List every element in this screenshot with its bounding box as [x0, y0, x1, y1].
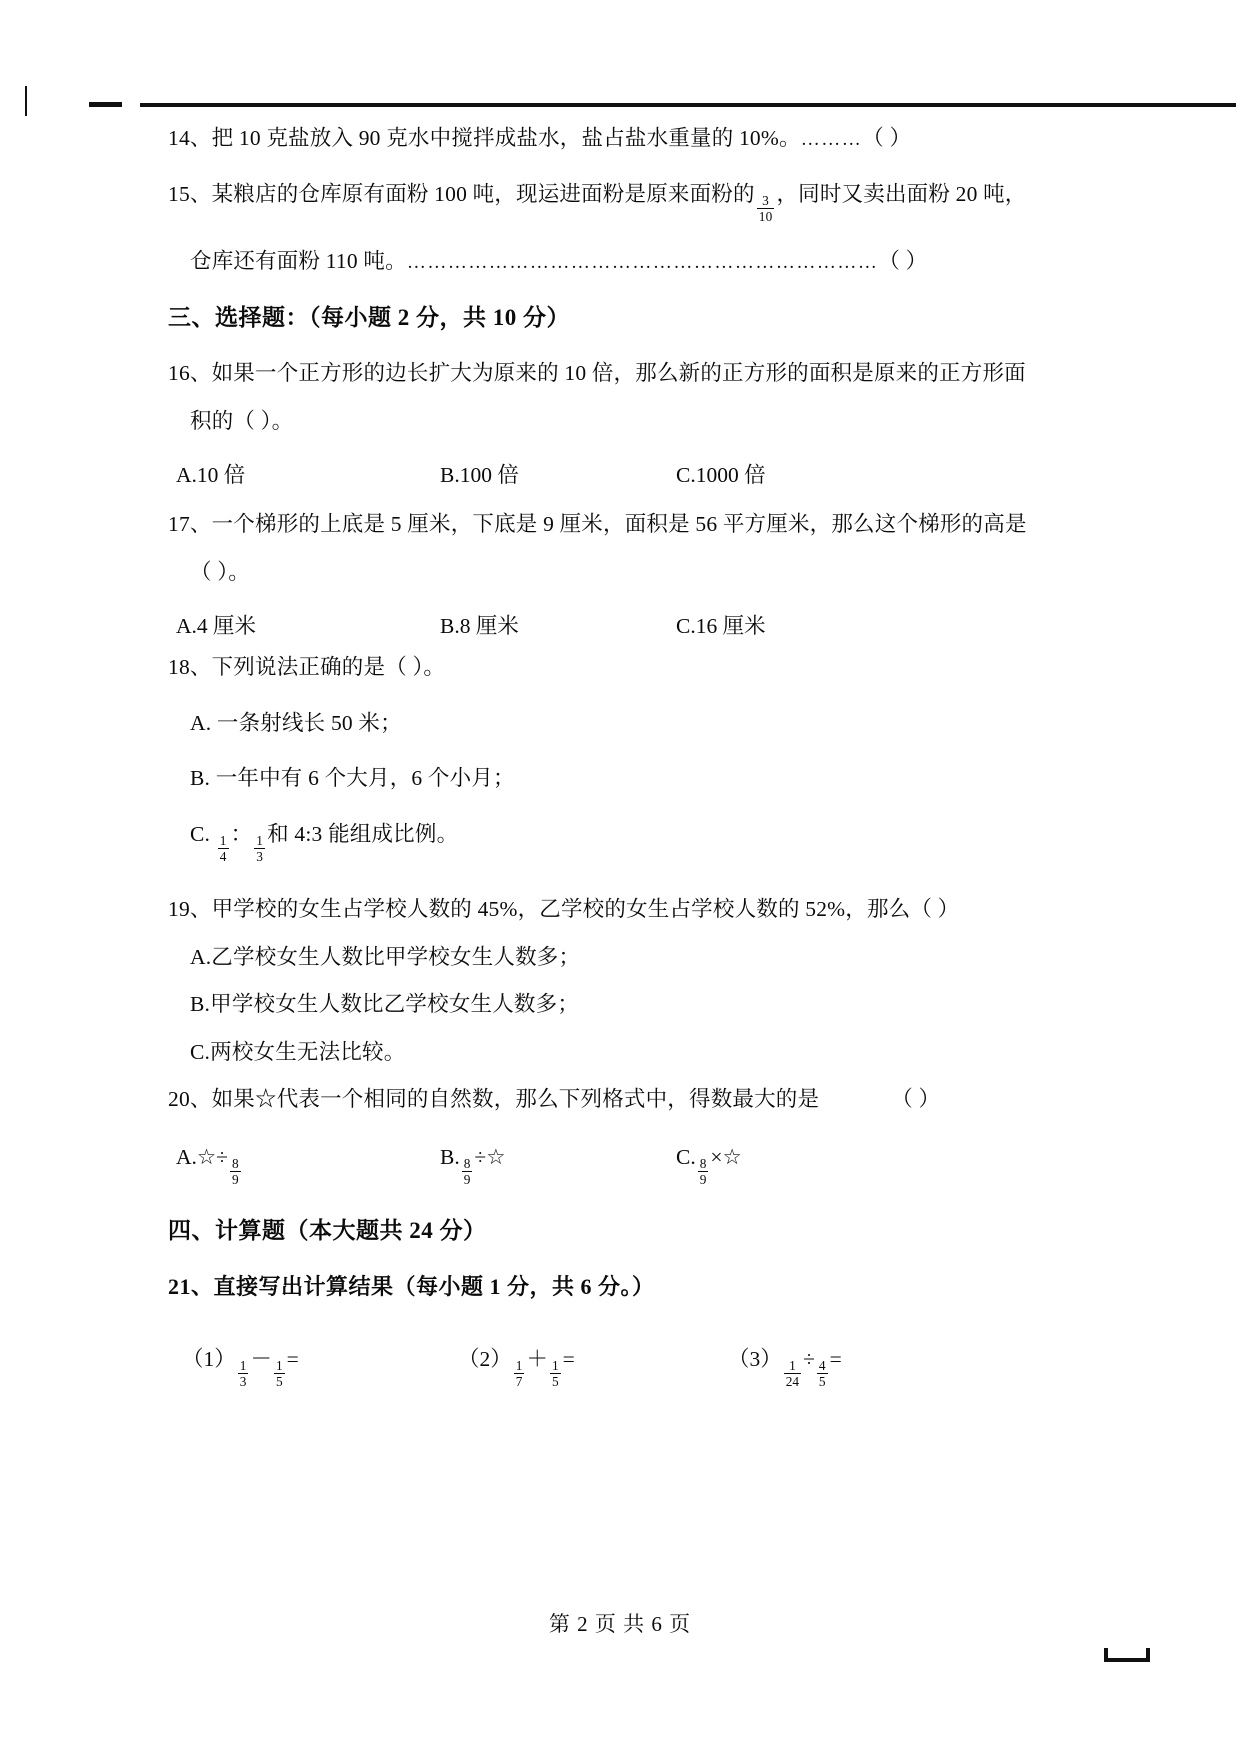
question-20-options [168, 1144, 1104, 1188]
question-17-option-c[interactable]: C.16 厘米 [676, 614, 766, 639]
question-20-option-b-prefix: B. [440, 1144, 460, 1169]
question-20-line-1 [168, 1089, 1104, 1111]
question-21-subproblem-3-label: （3） [728, 1346, 782, 1371]
question-15-fraction [757, 194, 775, 224]
fraction-denominator: 24 [785, 1374, 800, 1390]
question-20-option-b-fraction [462, 1157, 473, 1187]
question-15-line-1 [168, 181, 1104, 225]
fraction-numerator: 1 [239, 1357, 247, 1373]
section-four-heading: 四、计算题（本大题共 24 分） [168, 1217, 487, 1243]
bottom-right-corner-mark [1104, 1646, 1150, 1662]
question-21-subproblem-1-label: （1） [182, 1346, 236, 1371]
question-20-option-b-suffix: ÷☆ [474, 1144, 506, 1169]
question-21-subproblem-3-fraction-1 [784, 1359, 801, 1389]
question-18-option-c-ratio-colon: ： [230, 821, 253, 846]
fraction-numerator: 1 [515, 1357, 523, 1373]
question-18-fraction-one-quarter [218, 834, 229, 864]
question-21-subproblem-2-fraction-1 [514, 1359, 525, 1389]
question-18-fraction-one-third [254, 834, 265, 864]
question-21-subproblem-3-equals: = [829, 1346, 842, 1371]
question-20-option-a[interactable] [176, 1145, 243, 1188]
question-21-subproblem-2-operator: ＋ [526, 1346, 548, 1371]
question-16-option-b[interactable]: B.100 倍 [440, 463, 519, 488]
header-dash-mark [89, 102, 122, 107]
question-21-heading: 21、直接写出计算结果（每小题 1 分，共 6 分。） [168, 1273, 655, 1299]
question-21-subproblem-2[interactable] [458, 1342, 575, 1390]
question-21-subproblem-1[interactable] [182, 1342, 299, 1390]
question-17-option-a[interactable]: A.4 厘米 [176, 614, 257, 639]
question-21-subproblem-3[interactable] [728, 1342, 842, 1390]
question-18-option-c-suffix: 和 4:3 能组成比例。 [267, 821, 459, 846]
question-18-option-a[interactable]: A. 一条射线长 50 米； [190, 710, 402, 735]
question-21-subproblem-2-fraction-2 [550, 1359, 561, 1389]
fraction-numerator: 1 [275, 1357, 283, 1373]
question-20-option-c-prefix: C. [676, 1144, 696, 1169]
question-21-subproblem-1-fraction-1 [238, 1359, 249, 1389]
question-14-dot-leader: ……… [800, 129, 863, 150]
question-21-subproblem-1-fraction-2 [274, 1359, 285, 1389]
question-20-option-a-fraction [230, 1157, 241, 1187]
question-20-option-c-suffix: ×☆ [710, 1144, 742, 1169]
question-17-options [168, 609, 1104, 639]
fraction-numerator: 8 [231, 1155, 239, 1171]
fraction-denominator: 10 [758, 209, 773, 225]
question-17-line-1: 17、一个梯形的上底是 5 厘米，下底是 9 厘米，面积是 56 平方厘米，那么这个梯形的高是 [168, 512, 1027, 537]
fraction-numerator: 1 [256, 833, 264, 849]
question-19-option-a[interactable]: A.乙学校女生人数比甲学校女生人数多； [190, 944, 581, 969]
header-left-tick-mark [25, 86, 27, 116]
question-15-text-part-2: ，同时又卖出面粉 20 吨， [776, 181, 1027, 206]
fraction-numerator: 1 [551, 1357, 559, 1373]
fraction-numerator: 3 [762, 192, 769, 208]
fraction-denominator: 9 [699, 1172, 707, 1188]
question-14 [168, 128, 1104, 150]
fraction-denominator: 7 [515, 1374, 523, 1390]
page-footer: 第 2 页 共 6 页 [548, 1612, 692, 1636]
question-17-line-2: （ ）。 [190, 559, 250, 584]
fraction-denominator: 4 [219, 849, 227, 865]
question-15-text-part-3: 仓库还有面粉 110 吨。 [190, 248, 407, 273]
section-three-heading: 三、选择题：（每小题 2 分，共 10 分） [168, 305, 570, 331]
question-16-options [168, 458, 1104, 488]
question-21-subproblems [168, 1342, 1104, 1388]
fraction-denominator: 9 [231, 1172, 239, 1188]
question-20-option-c-fraction [698, 1157, 709, 1187]
fraction-denominator: 9 [463, 1172, 471, 1188]
question-19-option-c[interactable]: C.两校女生无法比较。 [190, 1039, 406, 1064]
question-18-line-1: 18、下列说法正确的是（ ）。 [168, 655, 446, 680]
question-21-subproblem-3-operator: ÷ [803, 1346, 815, 1371]
exam-content [168, 128, 1104, 1388]
question-16-option-c[interactable]: C.1000 倍 [676, 463, 766, 488]
fraction-denominator: 3 [239, 1374, 247, 1390]
fraction-numerator: 1 [789, 1357, 796, 1373]
question-18-option-c[interactable] [168, 821, 1104, 865]
question-20-text: 20、如果☆代表一个相同的自然数，那么下列格式中，得数最大的是 [168, 1087, 820, 1111]
question-16-line-1: 16、如果一个正方形的边长扩大为原来的 10 倍，那么新的正方形的面积是原来的正方形面 [168, 361, 1026, 386]
question-21-subproblem-3-fraction-2 [817, 1359, 828, 1389]
question-18-option-b[interactable]: B. 一年中有 6 个大月，6 个小月； [190, 766, 515, 791]
fraction-denominator: 5 [275, 1374, 283, 1390]
question-15-line-2 [168, 248, 1104, 273]
question-21-subproblem-2-label: （2） [458, 1346, 512, 1371]
question-15-answer-blank[interactable]: （ ） [878, 248, 928, 273]
question-21-subproblem-1-equals: = [286, 1346, 299, 1371]
fraction-denominator: 3 [256, 849, 264, 865]
question-17-option-b[interactable]: B.8 厘米 [440, 614, 519, 639]
question-16-option-a[interactable]: A.10 倍 [176, 463, 246, 488]
question-20-option-b[interactable] [440, 1145, 505, 1188]
question-19-option-b[interactable]: B.甲学校女生人数比乙学校女生人数多； [190, 992, 580, 1016]
question-21-subproblem-1-operator: － [250, 1346, 272, 1371]
fraction-numerator: 4 [818, 1357, 826, 1373]
question-14-text: 14、把 10 克盐放入 90 克水中搅拌成盐水，盐占盐水重量的 10%。 [168, 126, 801, 150]
fraction-denominator: 5 [818, 1374, 826, 1390]
question-15-text-part-1: 15、某粮店的仓库原有面粉 100 吨，现运进面粉是原来面粉的 [168, 181, 755, 206]
question-20-option-c[interactable] [676, 1145, 742, 1188]
question-18-option-c-prefix: C. [190, 821, 216, 846]
fraction-numerator: 8 [699, 1155, 707, 1171]
question-19-line-1: 19、甲学校的女生占学校人数的 45%，乙学校的女生占学校人数的 52%，那么（ ） [168, 897, 960, 921]
fraction-numerator: 1 [219, 833, 227, 849]
question-20-option-a-prefix: A.☆÷ [176, 1144, 228, 1169]
question-15-dot-leader: …………………………………………………………… [406, 251, 879, 273]
question-16-line-2: 积的（ ）。 [190, 408, 294, 433]
header-horizontal-rule [140, 103, 1236, 107]
question-21-subproblem-2-equals: = [562, 1346, 575, 1371]
question-20-answer-blank[interactable]: （ ） [891, 1087, 941, 1111]
question-14-answer-blank[interactable]: （ ） [862, 126, 912, 150]
fraction-denominator: 5 [551, 1374, 559, 1390]
fraction-numerator: 8 [463, 1155, 471, 1171]
